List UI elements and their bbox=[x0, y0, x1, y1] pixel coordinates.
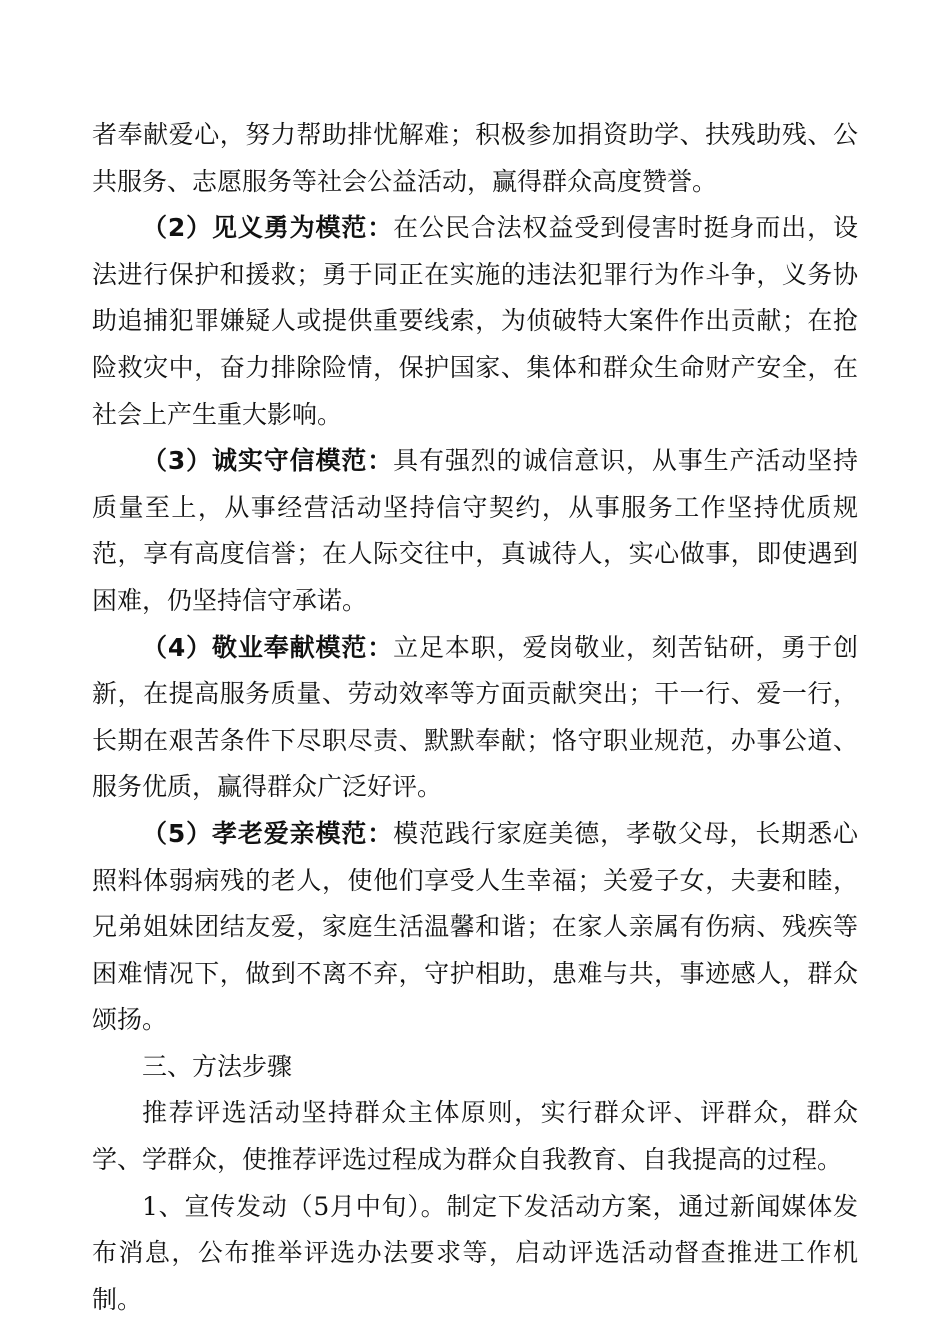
criterion-title: （5）孝老爱亲模范： bbox=[142, 818, 394, 848]
document-body bbox=[92, 112, 858, 1323]
paragraph-step-1 bbox=[92, 1184, 858, 1324]
paragraph-text: 者奉献爱心，努力帮助排忧解难；积极参加捐资助学、扶残助残、公共服务、志愿服务等社会公益活动，赢得群众高度赞誉。 bbox=[92, 120, 858, 196]
criterion-text: 具有强烈的诚信意识，从事生产活动坚持质量至上，从事经营活动坚持信守契约，从事服务工作坚持优质规范，享有高度信誉；在人际交往中，真诚待人，实心做事，即使遇到困难，仍坚持信守承诺。 bbox=[92, 446, 858, 615]
criterion-text: 在公民合法权益受到侵害时挺身而出，设法进行保护和援救；勇于同正在实施的违法犯罪行为作斗争，义务协助追捕犯罪嫌疑人或提供重要线索，为侦破特大案件作出贡献；在抢险救灾中，奋力排除险情，保护国家、集体和群众生命财产安全，在社会上产生重大影响。 bbox=[92, 213, 858, 429]
criterion-text: 立足本职，爱岗敬业，刻苦钻研，勇于创新，在提高服务质量、劳动效率等方面贡献突出；干一行、爱一行，长期在艰苦条件下尽职尽责、默默奉献；恪守职业规范，办事公道、服务优质，赢得群众广泛好评。 bbox=[92, 632, 858, 802]
paragraph-text: 1、宣传发动（5月中旬）。制定下发活动方案，通过新闻媒体发布消息，公布推举评选办法要求等，启动评选活动督查推进工作机制。 bbox=[92, 1191, 858, 1314]
criterion-title: （3）诚实守信模范： bbox=[142, 446, 394, 476]
criterion-bravery bbox=[92, 205, 858, 438]
criterion-honesty bbox=[92, 438, 858, 624]
paragraph-continuation bbox=[92, 112, 858, 205]
criterion-filial-piety bbox=[92, 811, 858, 1044]
criterion-title: （2）见义勇为模范： bbox=[142, 213, 394, 243]
paragraph-principle bbox=[92, 1090, 858, 1183]
section-heading: 三、方法步骤 bbox=[142, 1051, 293, 1081]
paragraph-text: 推荐评选活动坚持群众主体原则，实行群众评、评群众，群众学、学群众，使推荐评选过程成为群众自我教育、自我提高的过程。 bbox=[92, 1098, 858, 1175]
criterion-text: 模范践行家庭美德，孝敬父母，长期悉心照料体弱病残的老人，使他们享受人生幸福；关爱子女，夫妻和睦，兄弟姐妹团结友爱，家庭生活温馨和谐；在家人亲属有伤病、残疾等困难情况下，做到不离不弃，守护相助，患难与共，事迹感人，群众颂扬。 bbox=[92, 818, 858, 1035]
criterion-dedication bbox=[92, 625, 858, 811]
criterion-title: （4）敬业奉献模范： bbox=[142, 632, 394, 662]
